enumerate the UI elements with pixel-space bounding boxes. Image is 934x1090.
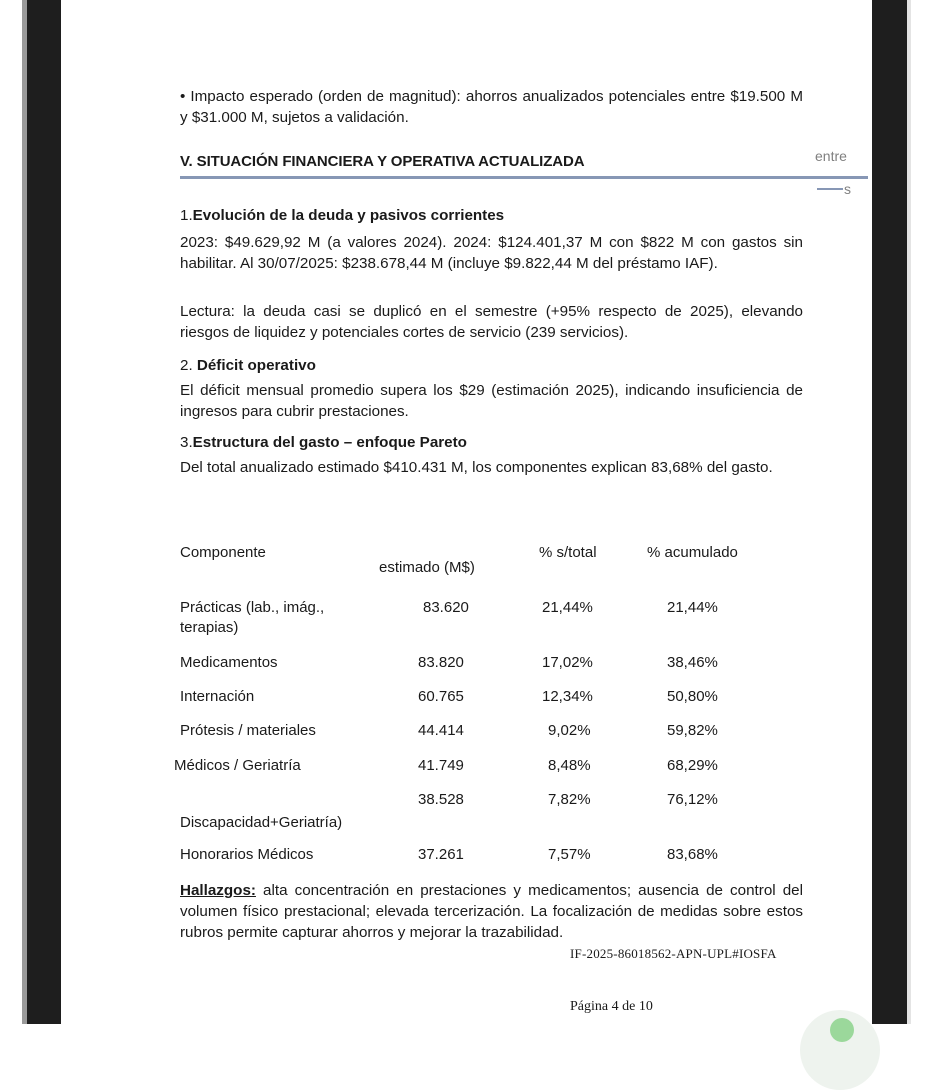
cell-pct-total: 7,82% (548, 791, 591, 808)
cell-component: Prótesis / materiales (180, 722, 316, 739)
cell-estimated: 44.414 (418, 722, 464, 739)
viewer-left-bar (27, 0, 61, 1024)
cell-component: Internación (180, 688, 255, 705)
debt-paragraph: 2023: $49.629,92 M (a valores 2024). 2024: $124.401,37 M con $822 M con gastos sin habilitar. Al 30/07/2025: $238.678,44 M (incluye $9.822,44 M del préstamo IAF). (180, 234, 803, 272)
cell-estimated: 83.620 (423, 599, 469, 616)
section-title: V. SITUACIÓN FINANCIERA Y OPERATIVA ACTUALIZADA (180, 153, 585, 170)
col-header-pct-total: % s/total (539, 544, 597, 561)
col-header-estimated: estimado (M$) (379, 559, 475, 576)
cell-pct-cumulative: 50,80% (667, 688, 718, 705)
impact-bullet: • Impacto esperado (orden de magnitud): ahorros anualizados potenciales entre $19.500 M y $31.000 M, sujetos a validación. (180, 88, 803, 126)
deficit-paragraph: El déficit mensual promedio supera los $29 (estimación 2025), indicando insuficiencia de ingresos para cubrir prestaciones. (180, 382, 803, 420)
cell-pct-cumulative: 59,82% (667, 722, 718, 739)
margin-artifact: s (844, 181, 851, 197)
document-page (61, 0, 872, 1024)
cell-component: Prácticas (lab., imág., terapias) (180, 599, 325, 636)
cell-estimated: 60.765 (418, 688, 464, 705)
cell-estimated: 38.528 (418, 791, 464, 808)
document-id: IF-2025-86018562-APN-UPL#IOSFA (570, 946, 777, 961)
cell-pct-total: 21,44% (542, 599, 593, 616)
margin-artifact: entre (815, 148, 847, 164)
cell-pct-total: 7,57% (548, 846, 591, 863)
subsection-number: 3. (180, 434, 193, 451)
reading-paragraph: Lectura: la deuda casi se duplicó en el semestre (+95% respecto de 2025), elevando riesgos de liquidez y potenciales cortes de servicio (239 servicios). (180, 303, 803, 341)
subsection-title: Evolución de la deuda y pasivos corrientes (192, 207, 505, 224)
subsection-3-heading (180, 433, 467, 453)
cell-pct-total: 12,34% (542, 688, 593, 705)
cell-pct-total: 17,02% (542, 654, 593, 671)
subsection-number: 2. (180, 357, 197, 374)
floating-action-icon (830, 1018, 854, 1042)
pareto-paragraph: Del total anualizado estimado $410.431 M, los componentes explican 83,68% del gasto. (180, 459, 773, 476)
subsection-title: Estructura del gasto – enfoque Pareto (192, 434, 467, 451)
cell-component: Médicos / Geriatría (174, 757, 301, 774)
section-divider (180, 176, 868, 179)
subsection-2-heading (180, 356, 316, 376)
cell-pct-cumulative: 21,44% (667, 599, 718, 616)
findings-label: Hallazgos: (180, 882, 256, 899)
cell-estimated: 37.261 (418, 846, 464, 863)
cell-pct-cumulative: 38,46% (667, 654, 718, 671)
viewer-right-bar (872, 0, 907, 1024)
findings-text: alta concentración en prestaciones y medicamentos; ausencia de control del volumen físico prestacional; elevada tercerización. La focalización de medidas sobre estos rubros permite capturar ahorros y mejorar la trazabilidad. (180, 882, 803, 941)
cell-pct-total: 9,02% (548, 722, 591, 739)
col-header-pct-cumulative: % acumulado (647, 544, 738, 561)
subsection-title: Déficit operativo (196, 357, 316, 374)
cell-estimated: 83.820 (418, 654, 464, 671)
cell-component: Discapacidad+Geriatría) (180, 814, 343, 831)
viewer-right-edge (907, 0, 911, 1024)
cell-pct-total: 8,48% (548, 757, 591, 774)
cell-component: Honorarios Médicos (180, 846, 314, 863)
findings-paragraph (180, 880, 803, 943)
subsection-number: 1. (180, 207, 193, 224)
page-number: Página 4 de 10 (570, 999, 653, 1014)
cell-pct-cumulative: 76,12% (667, 791, 718, 808)
cell-pct-cumulative: 68,29% (667, 757, 718, 774)
cell-estimated: 41.749 (418, 757, 464, 774)
subsection-1-heading (180, 206, 504, 226)
cell-pct-cumulative: 83,68% (667, 846, 718, 863)
col-header-component: Componente (180, 544, 266, 561)
margin-artifact-rule (817, 188, 843, 190)
cell-component: Medicamentos (180, 654, 278, 671)
